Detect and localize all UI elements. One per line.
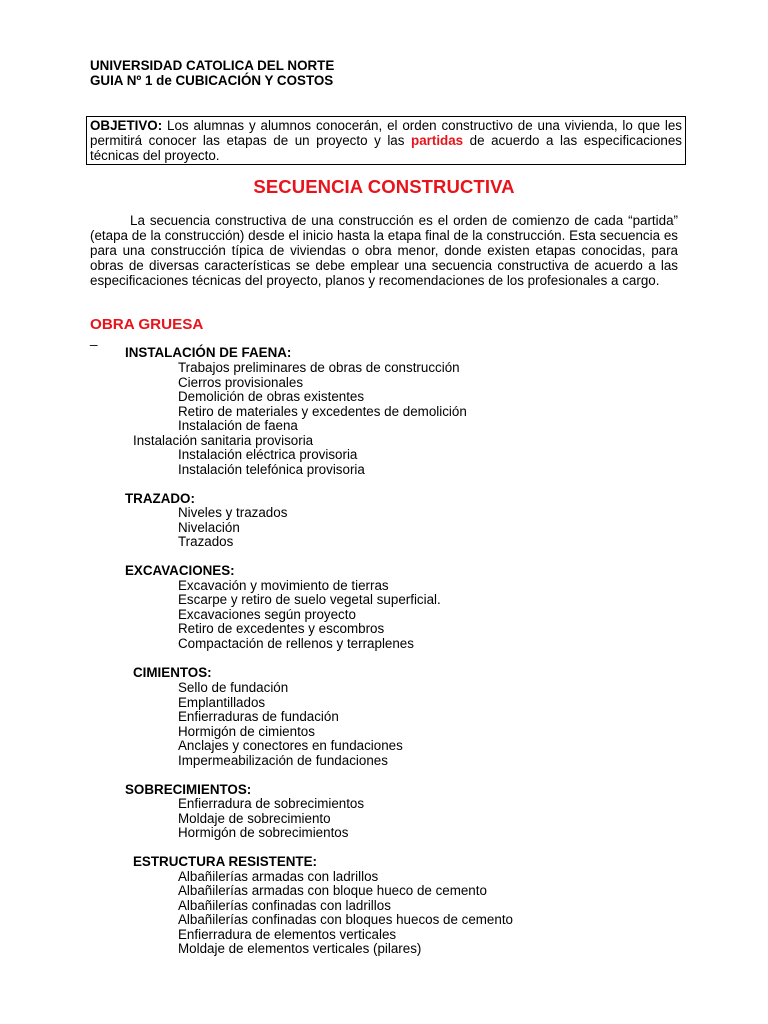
list-item: Retiro de materiales y excedentes de demolición <box>178 403 467 419</box>
objective-highlight: partidas <box>411 133 464 148</box>
list-item: Escarpe y retiro de suelo vegetal superficial. <box>178 592 441 607</box>
list-item: Retiro de excedentes y escombros <box>178 621 385 636</box>
list-item: Emplantillados <box>178 694 266 710</box>
objective-label: OBJETIVO: <box>90 118 163 133</box>
list-item: Moldaje de elementos verticales (pilares) <box>178 941 422 956</box>
guide-title: GUIA Nº 1 de CUBICACIÓN Y COSTOS <box>90 73 334 88</box>
list-item: Moldaje de sobrecimiento <box>178 810 331 826</box>
section-heading: ESTRUCTURA RESISTENTE: <box>133 854 318 869</box>
list-item: Niveles y trazados <box>178 505 288 520</box>
list-item: Impermeabilización de fundaciones <box>178 752 388 768</box>
objective-text-before: Los alumnas y alumnos conocerán, el orden constructivo de una vivienda, lo que les permitirá conocer las etapas de un proyecto y las <box>90 118 682 148</box>
section-subtitle: OBRA GRUESA <box>90 316 204 333</box>
section-heading: INSTALACIÓN DE FAENA: <box>125 345 292 360</box>
list-item: Cierros provisionales <box>178 374 304 390</box>
objective-box <box>86 116 686 165</box>
list-item: Excavación y movimiento de tierras <box>178 577 389 593</box>
list-item: Instalación telefónica provisoria <box>178 461 365 477</box>
list-item: Hormigón de cimientos <box>178 723 315 739</box>
list-item: Albañilerías confinadas con bloques huecos de cemento <box>178 912 513 927</box>
list-item: Enfierraduras de fundación <box>178 709 339 724</box>
list-item: Instalación sanitaria provisoria <box>133 432 314 448</box>
list-item: Nivelación <box>178 519 240 535</box>
list-item: Albañilerías confinadas con ladrillos <box>178 897 391 913</box>
document-header <box>90 58 334 88</box>
list-item: Compactación de rellenos y terraplenes <box>178 635 414 651</box>
objective-text-after: de acuerdo a las especificaciones técnicas del proyecto. <box>90 133 682 163</box>
list-item: Enfierradura de elementos verticales <box>178 926 397 942</box>
list-item: Albañilerías armadas con bloque hueco de cemento <box>178 883 487 898</box>
section-heading: EXCAVACIONES: <box>125 563 235 578</box>
list-item: Enfierradura de sobrecimientos <box>178 796 365 811</box>
list-item: Sello de fundación <box>178 680 289 695</box>
list-item: Instalación eléctrica provisoria <box>178 447 358 462</box>
section-heading: TRAZADO: <box>125 490 195 506</box>
list-item: Albañilerías armadas con ladrillos <box>178 868 379 884</box>
section-heading: CIMIENTOS: <box>133 665 212 680</box>
list-item: Anclajes y conectores en fundaciones <box>178 738 403 753</box>
list-item: Excavaciones según proyecto <box>178 606 356 622</box>
list-item: Instalación de faena <box>178 418 298 433</box>
section-heading: SOBRECIMIENTOS: <box>125 781 252 797</box>
list-item: Trazados <box>178 534 234 549</box>
list-item: Demolición de obras existentes <box>178 389 365 404</box>
dash-mark: _ <box>90 331 98 346</box>
intro-paragraph: La secuencia constructiva de una construcción es el orden de comienzo de cada “partida” (etapa de la construcción) desde el inicio hasta la etapa final de la construcción. Esta secuencia es para una construcción típica de viviendas o obra menor, donde existen etapas conocidas, para obras de diversas características se debe emplear una secuencia constructiva de acuerdo a las especificaciones técnicas del proyecto, planos y recomendaciones de los profesionales a cargo. <box>90 213 678 288</box>
list-item: Hormigón de sobrecimientos <box>178 825 349 840</box>
page-title: SECUENCIA CONSTRUCTIVA <box>253 176 515 197</box>
list-item: Trabajos preliminares de obras de construcción <box>178 360 460 375</box>
university-name: UNIVERSIDAD CATOLICA DEL NORTE <box>90 58 335 73</box>
